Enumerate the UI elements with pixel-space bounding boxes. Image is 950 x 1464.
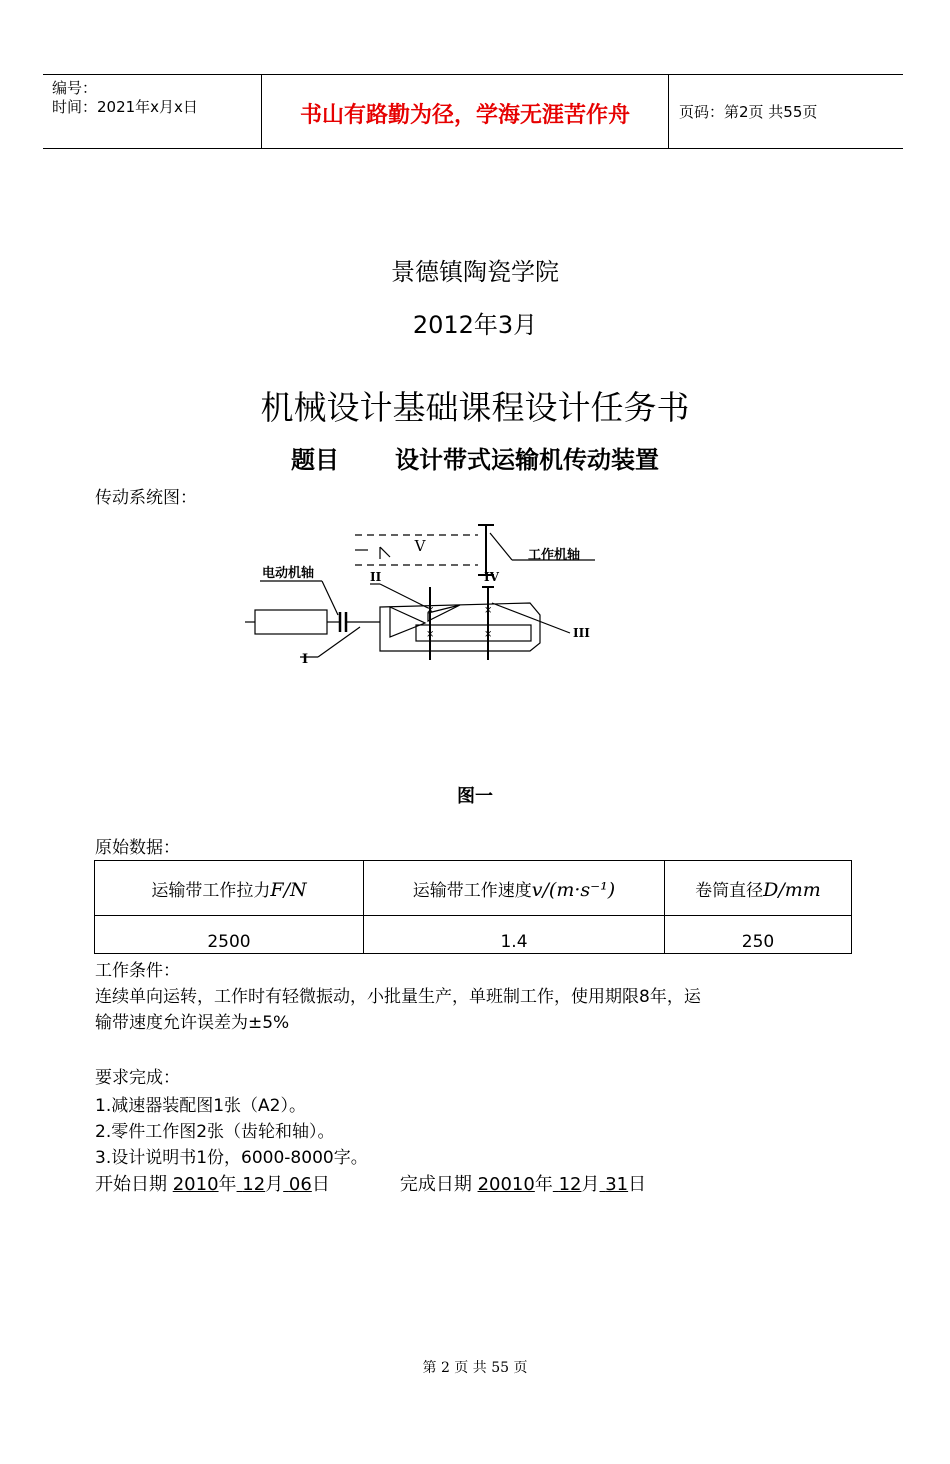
drum-shaft — [478, 525, 494, 575]
conditions-line-2: 输带速度允许误差为±5% — [95, 1013, 290, 1033]
shaft-2-label: II — [370, 570, 382, 584]
header-cell-diameter — [665, 861, 852, 916]
header-cell-force — [95, 861, 364, 916]
raw-data-label: 原始数据： — [95, 838, 180, 858]
day-char: 日 — [628, 1174, 647, 1195]
start-day: 06 — [288, 1174, 312, 1195]
requirement-item-1: 1.减速器装配图1张（A2）。 — [95, 1096, 306, 1116]
month-char: 月 — [581, 1174, 600, 1195]
svg-text:×: × — [484, 605, 493, 616]
header-number-label: 编号： — [52, 79, 98, 97]
raw-data-table — [94, 860, 852, 954]
column-unit: F/N — [270, 878, 307, 901]
svg-text:×: × — [426, 629, 435, 640]
intermediate-shafts — [430, 587, 494, 660]
svg-text:×: × — [426, 605, 435, 616]
figure-caption: 图一 — [457, 786, 493, 807]
day-char: 日 — [311, 1174, 330, 1195]
header-time-label: 时间：2021年x月x日 — [52, 98, 198, 116]
value-diameter: 250 — [665, 916, 852, 954]
year-char: 年 — [218, 1174, 237, 1195]
cover-date: 2012年3月 — [412, 311, 538, 339]
schedule-line — [95, 1172, 646, 1198]
header-bottom-rule — [43, 148, 903, 149]
conditions-label: 工作条件： — [95, 961, 180, 981]
column-unit: D/mm — [763, 878, 821, 901]
table-header-row — [95, 861, 852, 916]
requirements-label: 要求完成： — [95, 1068, 180, 1088]
end-year: 20010 — [477, 1174, 535, 1195]
requirement-item-2: 2.零件工作图2张（齿轮和轴）。 — [95, 1122, 335, 1142]
value-force: 2500 — [95, 916, 364, 954]
header-page-label: 页码：第2页 共55页 — [679, 103, 818, 121]
shaft-1-label: I — [302, 652, 309, 667]
motor-shaft-label: 电动机轴 — [262, 566, 315, 581]
school-name: 景德镇陶瓷学院 — [391, 258, 559, 286]
header-top-rule — [43, 74, 903, 75]
end-month: 12 — [558, 1174, 582, 1195]
topic-label: 题目 — [291, 446, 339, 474]
transmission-diagram — [240, 515, 610, 670]
year-char: 年 — [534, 1174, 553, 1195]
gearbox — [380, 603, 540, 651]
header-divider-2 — [668, 74, 669, 149]
requirement-item-3: 3.设计说明书1份，6000-8000字。 — [95, 1148, 368, 1168]
column-label: 运输带工作拉力 — [151, 880, 271, 901]
svg-text:×: × — [484, 629, 493, 640]
column-label: 卷筒直径 — [695, 880, 764, 901]
header-cell-speed — [364, 861, 665, 916]
start-label: 开始日期 — [95, 1174, 167, 1195]
motor — [245, 610, 380, 634]
work-shaft-label: 工作机轴 — [528, 548, 581, 563]
diagram-section-label: 传动系统图： — [95, 488, 197, 508]
shaft-4-label: IV — [484, 570, 499, 584]
header-motto: 书山有路勤为径，学海无涯苦作舟 — [299, 102, 630, 128]
document-title: 机械设计基础课程设计任务书 — [260, 388, 690, 427]
month-char: 月 — [265, 1174, 284, 1195]
value-speed: 1.4 — [364, 916, 665, 954]
velocity-label: V — [414, 537, 426, 555]
topic-text: 设计带式运输机传动装置 — [395, 446, 659, 474]
column-unit: v/(m·s⁻¹) — [531, 878, 616, 901]
column-label: 运输带工作速度 — [412, 880, 532, 901]
shaft-3-label: III — [573, 626, 590, 640]
table-row — [95, 916, 852, 954]
topic-line — [0, 440, 950, 475]
end-day: 31 — [605, 1174, 629, 1195]
page-footer: 第 2 页 共 55 页 — [422, 1360, 528, 1376]
end-label: 完成日期 — [399, 1174, 472, 1195]
start-year: 2010 — [172, 1174, 219, 1195]
conditions-line-1: 连续单向运转，工作时有轻微振动，小批量生产，单班制工作，使用期限8年，运 — [95, 987, 701, 1007]
bearing-marks — [426, 605, 492, 640]
start-month: 12 — [242, 1174, 266, 1195]
